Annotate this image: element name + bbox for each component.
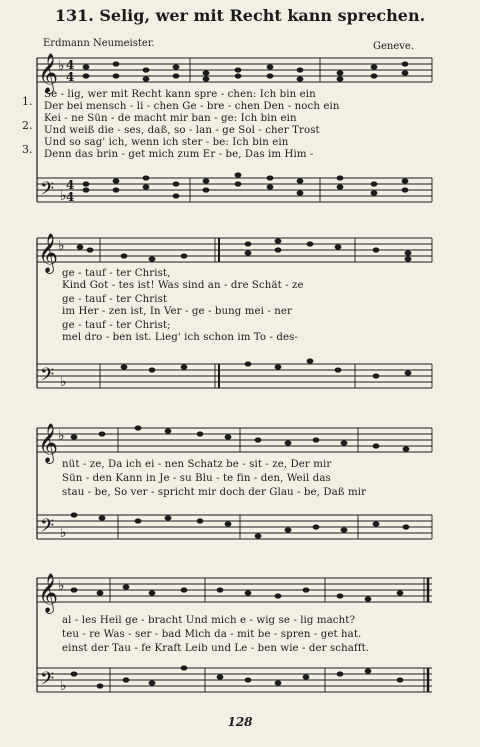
- lyric-line: Kind Got - tes ist! Was sind an - dre Schät - ze: [62, 280, 304, 291]
- svg-text:4: 4: [66, 70, 75, 84]
- treble-clef-icon: 𝄞: [38, 53, 59, 93]
- svg-text:♭: ♭: [58, 428, 65, 444]
- verse-number: 3.: [22, 143, 33, 156]
- svg-text:4: 4: [66, 178, 75, 192]
- svg-text:♭: ♭: [58, 58, 65, 74]
- bass-clef-icon: 𝄢: [40, 179, 55, 204]
- bass-clef-icon: 𝄢: [40, 669, 55, 694]
- svg-text:♭: ♭: [60, 374, 67, 390]
- lyric-line: einst der Tau - fe Kraft Leib und Le - ben wie - der schafft.: [62, 643, 370, 654]
- lyric-line: Kei - ne Sün - de macht mir ban - ge: Ich bin ein: [44, 113, 297, 124]
- treble-clef-icon: 𝄞: [38, 423, 59, 463]
- tune-name: Geneve.: [372, 41, 414, 52]
- svg-text:♭: ♭: [60, 188, 67, 204]
- page-number: 128: [227, 715, 253, 729]
- verse-number: 1.: [22, 95, 33, 108]
- svg-text:4: 4: [66, 190, 75, 204]
- verse-number: 2.: [22, 119, 33, 132]
- hymn-title: 131. Selig, wer mit Recht kann sprechen.: [54, 6, 426, 25]
- lyric-line: ge - tauf - ter Christ: [62, 294, 168, 305]
- lyric-line: teu - re Was - ser - bad Mich da - mit be - spren - get hat.: [62, 629, 362, 640]
- lyric-line: nüt - ze, Da ich ei - nen Schatz be - sit - ze, Der mir: [62, 459, 332, 470]
- treble-clef-icon: 𝄞: [38, 573, 59, 613]
- lyric-line: ge - tauf - ter Christ;: [62, 320, 171, 331]
- lyric-line: Und so sag' ich, wenn ich ster - be: Ich bin ein: [44, 137, 289, 148]
- svg-text:♭: ♭: [58, 238, 65, 254]
- svg-text:♭: ♭: [58, 578, 65, 594]
- svg-text:4: 4: [66, 58, 75, 72]
- lyric-line: Denn das brin - get mich zum Er - be, Das im Him -: [44, 149, 314, 160]
- lyric-line: Se - lig, wer mit Recht kann spre - chen: Ich bin ein: [44, 89, 316, 100]
- treble-clef-icon: 𝄞: [38, 233, 59, 273]
- svg-text:♭: ♭: [60, 525, 67, 541]
- lyric-line: stau - be, So ver - spricht mir doch der Glau - be, Daß mir: [62, 487, 367, 498]
- lyric-line: mel dro - ben ist. Lieg' ich schon im To - des-: [62, 332, 298, 343]
- lyric-line: Sün - den Kann in Je - su Blu - te fin - den, Weil das: [62, 473, 331, 484]
- staff-treble-4: [37, 578, 432, 602]
- lyric-line: ge - tauf - ter Christ,: [62, 268, 171, 279]
- svg-text:♭: ♭: [60, 678, 67, 694]
- lyric-line: Der bei mensch - li - chen Ge - bre - chen Den - noch ein: [44, 101, 340, 112]
- staff-bass-3: [37, 515, 432, 539]
- author-credit: Erdmann Neumeister.: [43, 38, 155, 49]
- lyric-line: im Her - zen ist, In Ver - ge - bung mei - ner: [62, 306, 292, 317]
- lyric-line: Und weiß die - ses, daß, so - lan - ge Sol - cher Trost: [44, 125, 320, 136]
- staff-treble-3: [37, 428, 432, 452]
- bass-clef-icon: 𝄢: [40, 365, 55, 390]
- staff-bass-4: [37, 668, 432, 692]
- lyric-line: al - les Heil ge - bracht Und mich e - wig se - lig macht?: [62, 615, 356, 626]
- bass-clef-icon: 𝄢: [40, 516, 55, 541]
